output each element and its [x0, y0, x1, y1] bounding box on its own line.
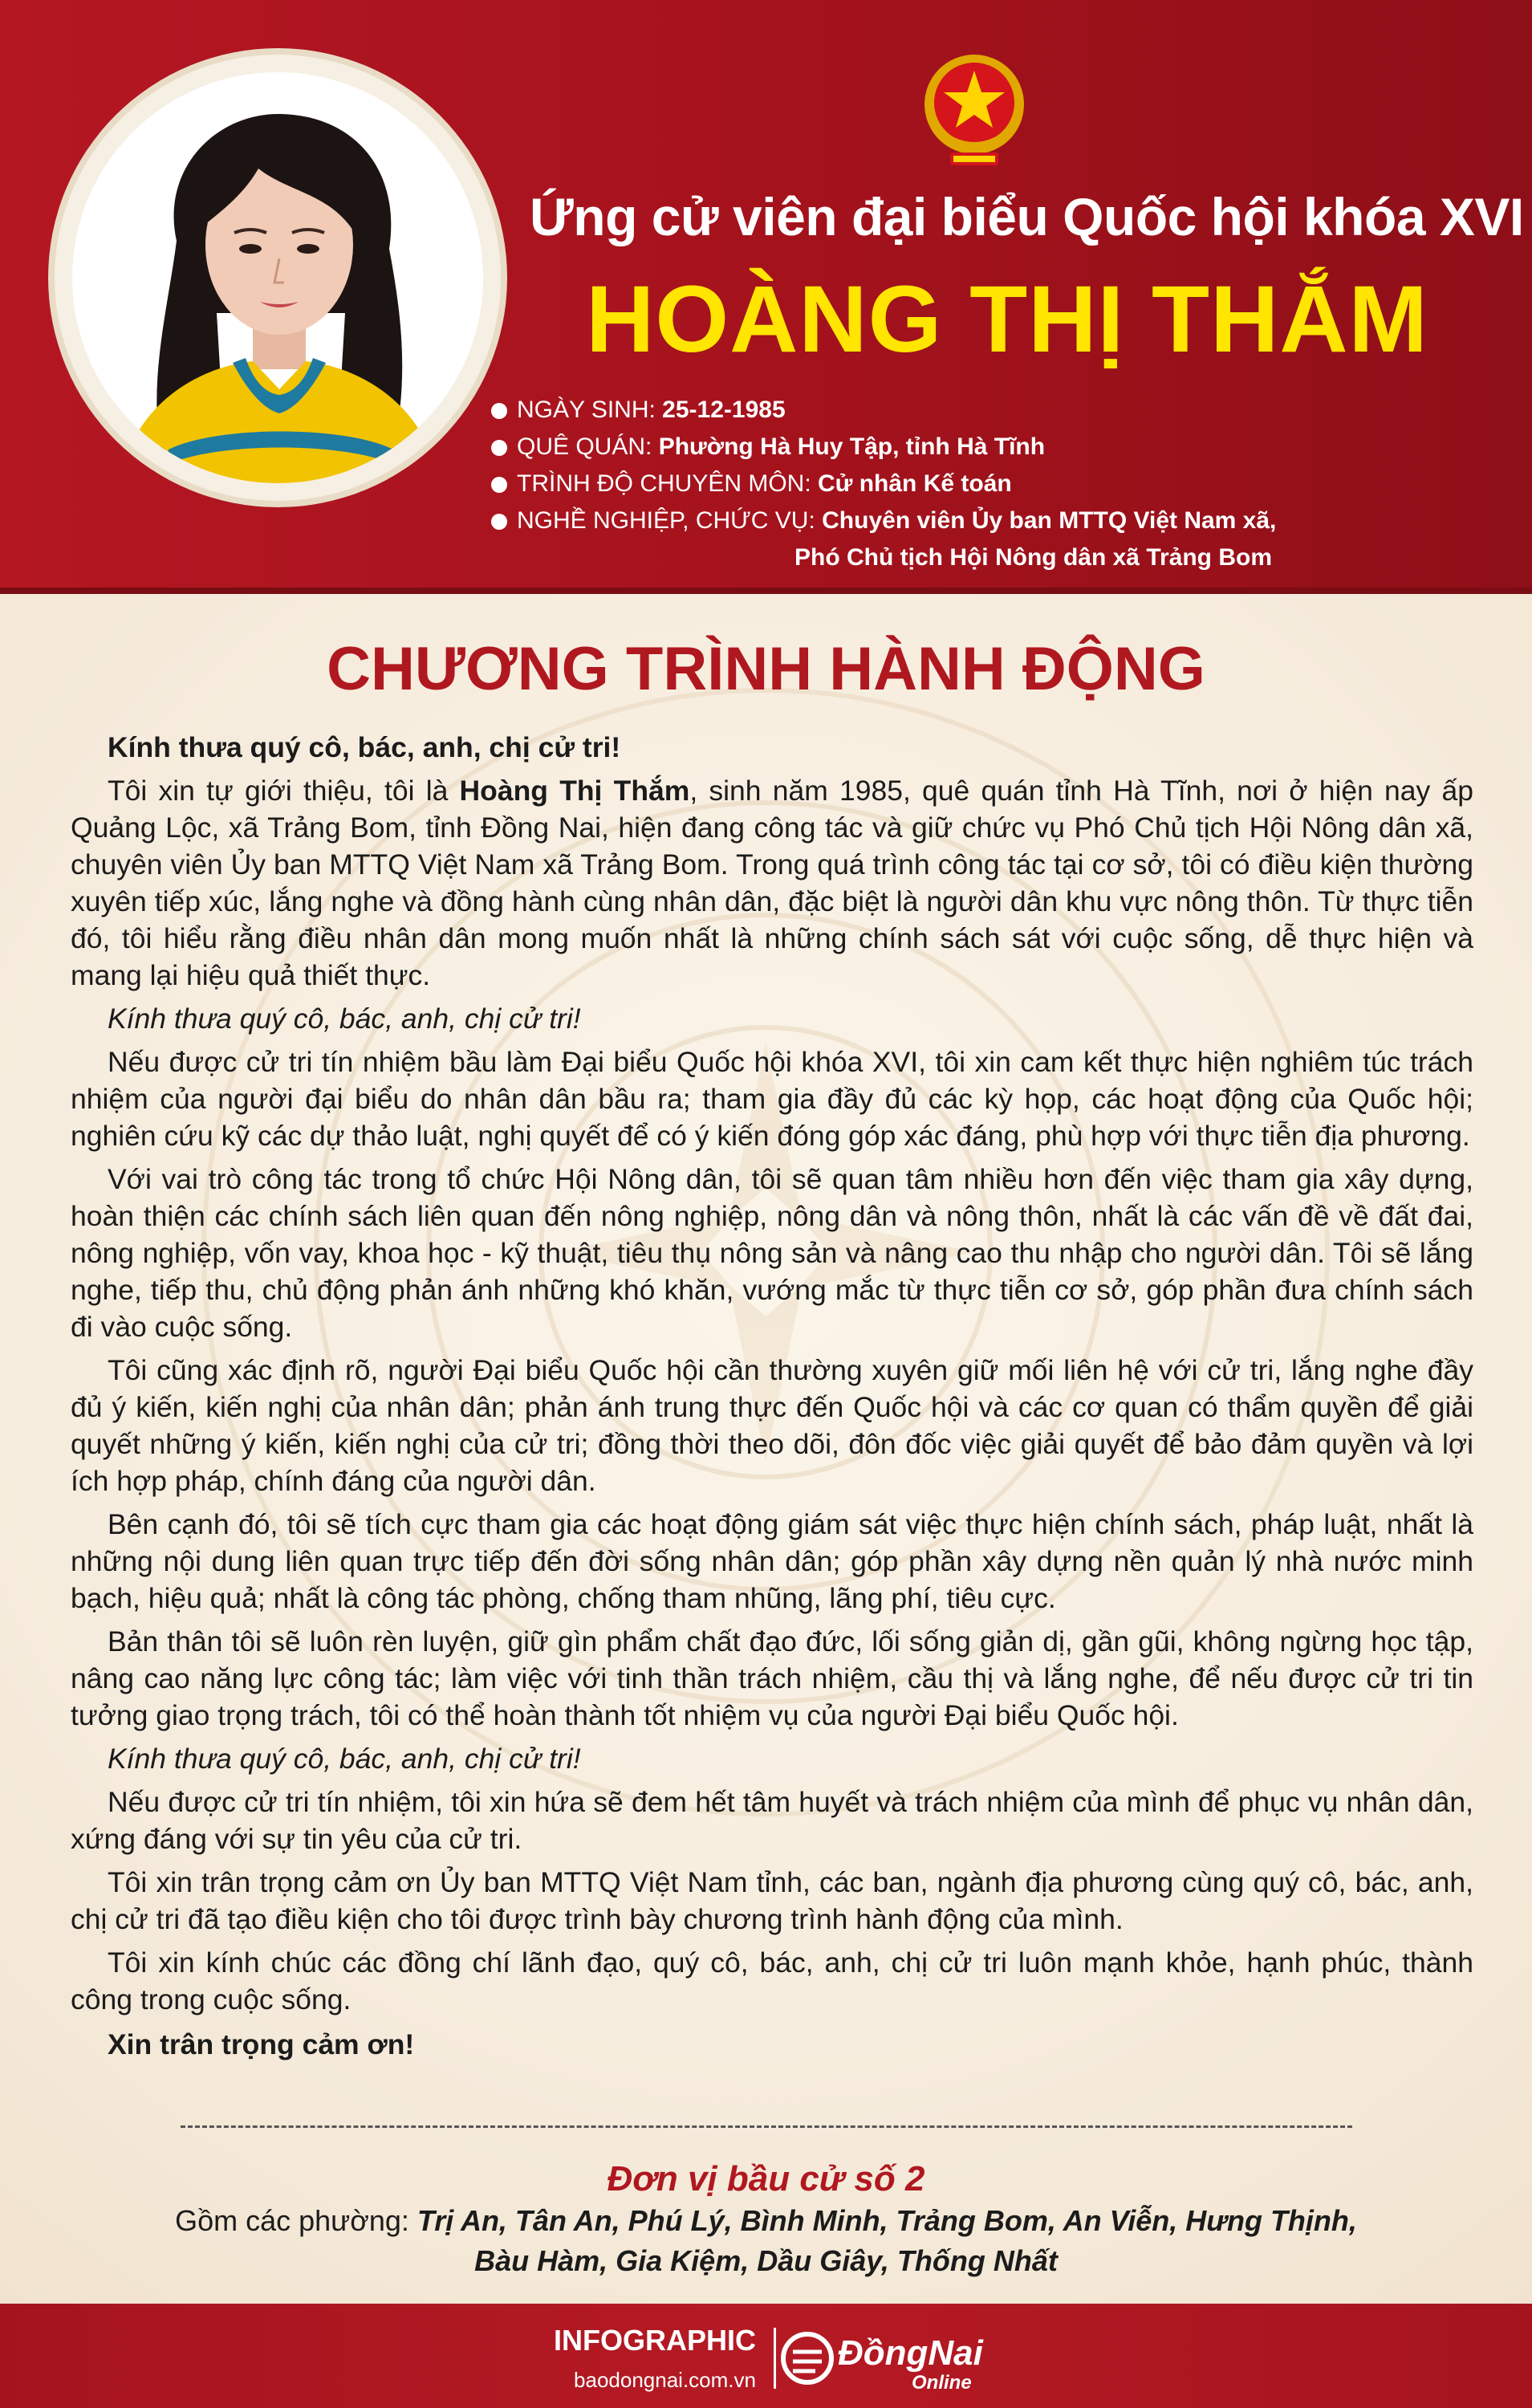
- paragraph: Tôi xin kính chúc các đồng chí lãnh đạo, quý cô, bác, anh, chị cử tri luôn mạnh khỏe, hạnh phúc, thành công trong cuộc sống.: [71, 1946, 1473, 2015]
- paragraph: Tôi cũng xác định rõ, người Đại biểu Quốc hội cần thường xuyên giữ mối liên hệ với cử tri, lắng nghe đầy đủ ý kiến, kiến nghị của nhân dân; phản ánh trung thực đến Quốc hội và các cơ quan có thẩm quyền để giải quyết những ý kiến, kiến nghị của cử tri; đồng thời theo dõi, đôn đốc việc giải quyết để bảo đảm quyền và lợi ích hợp pháp, chính đáng của người dân.: [71, 1354, 1473, 1497]
- info-value: Chuyên viên Ủy ban MTTQ Việt Nam xã,: [822, 507, 1277, 534]
- electoral-unit-wards-continued: [0, 2244, 1532, 2278]
- electoral-unit-wards: [0, 2204, 1532, 2238]
- paragraph-intro: [71, 772, 1473, 994]
- intro-text-before: Tôi xin tự giới thiệu, tôi là: [108, 775, 460, 807]
- wards-list-1: Trị An, Tân An, Phú Lý, Bình Minh, Trảng Bom, An Viễn, Hưng Thịnh,: [417, 2204, 1357, 2237]
- paragraph: Nếu được cử tri tín nhiệm, tôi xin hứa sẽ đem hết tâm huyết và trách nhiệm của mình để phục vụ nhân dân, xứng đáng với sự tin yêu của cử tri.: [71, 1786, 1473, 1855]
- info-label: TRÌNH ĐỘ CHUYÊN MÔN:: [517, 470, 818, 497]
- paragraph: Bên cạnh đó, tôi sẽ tích cực tham gia các hoạt động giám sát việc thực hiện chính sách, pháp luật, nhất là những nội dung liên quan trực tiếp đến đời sống nhân dân; góp phần xây dựng nền quản lý nhà nước minh bạch, hiệu quả; nhất là công tác phòng, chống tham nhũng, lãng phí, tiêu cực.: [71, 1508, 1473, 1614]
- intro-text-after: , sinh năm 1985, quê quán tỉnh Hà Tĩnh, nơi ở hiện nay ấp Quảng Lộc, xã Trảng Bom, tỉnh Đồng Nai, hiện đang công tác và giữ chức vụ Phó Chủ tịch Hội Nông dân xã, chuyên viên Ủy ban MTTQ Việt Nam xã Trảng Bom. Trong quá trình công tác tại cơ sở, tôi có điều kiện thường xuyên tiếp xúc, lắng nghe và đồng hành cùng nhân dân, đặc biệt là người dân khu vực nông thôn. Từ thực tiễn đó, tôi hiểu rằng điều nhân dân mong muốn nhất là những chính sách sát với cuộc sống, dễ thực hiện và mang lại hiệu quả thiết thực.: [71, 775, 1473, 991]
- paragraph: Nếu được cử tri tín nhiệm bầu làm Đại biểu Quốc hội khóa XVI, tôi xin cam kết thực hiện nghiêm túc trách nhiệm của người đại biểu do nhân dân bầu ra; tham gia đầy đủ các kỳ họp, các hoạt động của Quốc hội; nghiên cứu kỹ các dự thảo luật, nghị quyết để có ý kiến đóng góp xác đáng, phù hợp với thực tiễn địa phương.: [71, 1046, 1473, 1152]
- candidate-portrait: [72, 72, 483, 483]
- info-label: NGHỀ NGHIỆP, CHỨC VỤ:: [517, 507, 823, 534]
- info-occupation-continued: Phó Chủ tịch Hội Nông dân xã Trảng Bom: [794, 544, 1273, 571]
- info-occupation: [491, 502, 1518, 539]
- footer-bar: [0, 2304, 1532, 2408]
- bullet-dot-icon: [491, 403, 507, 419]
- logo-text: ĐồngNai: [838, 2333, 983, 2373]
- info-value: 25-12-1985: [662, 397, 786, 423]
- info-value: Cử nhân Kế toán: [818, 470, 1012, 497]
- info-hometown: [491, 429, 1518, 466]
- info-label: NGÀY SINH:: [517, 397, 663, 423]
- intro-candidate-name: Hoàng Thị Thắm: [459, 775, 690, 807]
- paragraph: Với vai trò công tác trong tổ chức Hội Nông dân, tôi sẽ quan tâm nhiều hơn đến việc tham gia xây dựng, hoàn thiện các chính sách liên quan đến nông nghiệp, nông dân và nông thôn, nhất là các vấn đề về đất đai, nông nghiệp, vốn vay, khoa học - kỹ thuật, tiêu thụ nông sản và nâng cao thu nhập cho người dân. Tôi sẽ lắng nghe, tiếp thu, chủ động phản ánh những khó khăn, vướng mắc từ thực tiễn cơ sở, góp phần đưa chính sách đi vào cuộc sống.: [71, 1163, 1473, 1343]
- national-emblem-icon: [918, 50, 1030, 170]
- header-subtitle: Ứng cử viên đại biểu Quốc hội khóa XVI: [530, 187, 1524, 246]
- action-program-letter: [71, 729, 1473, 2069]
- candidate-info: [491, 392, 1518, 576]
- wards-prefix: Gồm các phường:: [175, 2204, 417, 2237]
- wards-list-2: Bàu Hàm, Gia Kiệm, Dầu Giây, Thống Nhất: [474, 2244, 1058, 2277]
- info-education: [491, 466, 1518, 502]
- bullet-dot-icon: [491, 477, 507, 493]
- paragraph: Bản thân tôi sẽ luôn rèn luyện, giữ gìn phẩm chất đạo đức, lối sống giản dị, gần gũi, không ngừng học tập, nâng cao năng lực công tác; làm việc với tinh thần trách nhiệm, cầu thị và lắng nghe, để nếu được cử tri tin tưởng giao trọng trách, tôi có thể hoàn thành tốt nhiệm vụ của người Đại biểu Quốc hội.: [71, 1625, 1473, 1731]
- closing-thanks: Xin trân trọng cảm ơn!: [108, 2028, 415, 2060]
- header-banner: [0, 0, 1532, 594]
- info-birthdate: [491, 392, 1518, 429]
- electoral-unit-title: Đơn vị bầu cử số 2: [607, 2159, 925, 2199]
- info-value: Phường Hà Huy Tập, tỉnh Hà Tĩnh: [658, 433, 1046, 460]
- bullet-dot-icon: [491, 514, 507, 530]
- candidate-name: HOÀNG THỊ THẮM: [586, 266, 1428, 372]
- greeting: Kính thưa quý cô, bác, anh, chị cử tri!: [108, 731, 621, 763]
- paragraph: Tôi xin trân trọng cảm ơn Ủy ban MTTQ Việt Nam tỉnh, các ban, ngành địa phương cùng quý cô, bác, anh, chị cử tri đã tạo điều kiện cho tôi được trình bày chương trình hành động của mình.: [71, 1866, 1473, 1935]
- bullet-dot-icon: [491, 440, 507, 456]
- baodongnai-logo-icon: [770, 2320, 987, 2397]
- logo-sub-text: Online: [912, 2372, 972, 2394]
- footer-infographic-label: INFOGRAPHIC: [554, 2324, 756, 2357]
- dashed-divider: [181, 2125, 1352, 2128]
- greeting-2: Kính thưa quý cô, bác, anh, chị cử tri!: [108, 1003, 581, 1035]
- footer-url[interactable]: baodongnai.com.vn: [574, 2368, 756, 2392]
- section-title: CHƯƠNG TRÌNH HÀNH ĐỘNG: [327, 635, 1205, 703]
- info-label: QUÊ QUÁN:: [517, 433, 659, 460]
- greeting-3: Kính thưa quý cô, bác, anh, chị cử tri!: [108, 1743, 581, 1775]
